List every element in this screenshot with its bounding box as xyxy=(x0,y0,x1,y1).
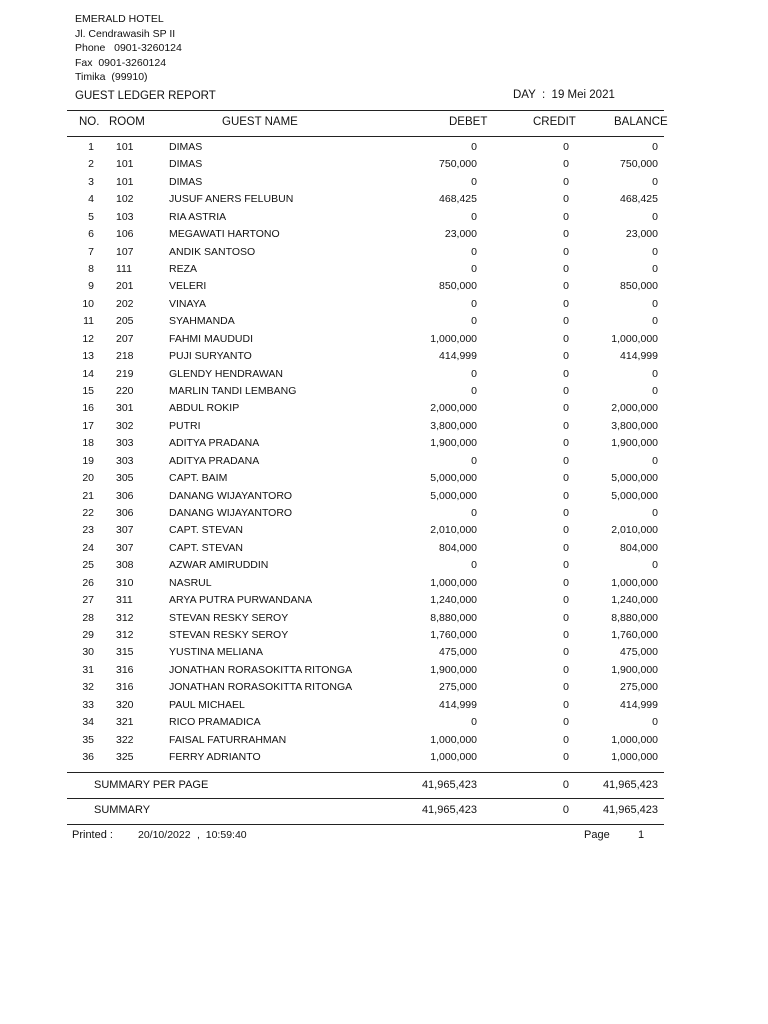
table-row xyxy=(0,437,768,454)
row-room: 307 xyxy=(116,524,134,537)
row-guest-name: CAPT. STEVAN xyxy=(169,541,243,554)
row-credit: 0 xyxy=(563,297,569,310)
table-row xyxy=(0,559,768,576)
table-row xyxy=(0,594,768,611)
row-room: 307 xyxy=(116,541,134,554)
row-no: 17 xyxy=(82,419,94,432)
row-no: 29 xyxy=(82,629,94,642)
table-row xyxy=(0,420,768,437)
table-row xyxy=(0,577,768,594)
row-guest-name: PUTRI xyxy=(169,419,201,432)
row-debet: 275,000 xyxy=(439,681,477,694)
row-credit: 0 xyxy=(563,245,569,258)
row-credit: 0 xyxy=(563,454,569,467)
row-debet: 468,425 xyxy=(439,193,477,206)
row-debet: 5,000,000 xyxy=(430,472,477,485)
row-credit: 0 xyxy=(563,489,569,502)
row-room: 201 xyxy=(116,280,134,293)
summary-debet: 41,965,423 xyxy=(421,804,477,816)
row-debet: 0 xyxy=(471,210,477,223)
row-no: 13 xyxy=(82,350,94,363)
table-row xyxy=(0,542,768,559)
hotel-address: Jl. Cendrawasih SP II xyxy=(75,27,176,40)
row-credit: 0 xyxy=(563,437,569,450)
row-balance: 414,999 xyxy=(620,698,658,711)
row-room: 202 xyxy=(116,297,134,310)
row-debet: 0 xyxy=(471,245,477,258)
row-balance: 1,000,000 xyxy=(611,332,658,345)
table-row xyxy=(0,629,768,646)
row-room: 101 xyxy=(116,141,134,153)
row-debet: 475,000 xyxy=(439,646,477,659)
divider-header xyxy=(67,136,664,137)
row-room: 107 xyxy=(116,245,134,258)
row-credit: 0 xyxy=(563,385,569,398)
row-no: 22 xyxy=(82,507,94,520)
row-guest-name: JUSUF ANERS FELUBUN xyxy=(169,193,294,206)
table-row xyxy=(0,507,768,524)
row-balance: 1,000,000 xyxy=(611,751,658,764)
row-debet: 23,000 xyxy=(444,228,477,241)
row-room: 325 xyxy=(116,751,134,764)
table-row xyxy=(0,716,768,733)
row-guest-name: VELERI xyxy=(169,280,207,293)
table-row xyxy=(0,298,768,315)
row-no: 30 xyxy=(82,646,94,659)
row-guest-name: DANANG WIJAYANTORO xyxy=(169,507,293,520)
page-number: 1 xyxy=(638,829,645,841)
row-room: 312 xyxy=(116,629,134,642)
row-no: 36 xyxy=(82,751,94,764)
row-room: 303 xyxy=(116,437,134,450)
row-room: 308 xyxy=(116,559,134,572)
row-guest-name: PUJI SURYANTO xyxy=(169,350,252,363)
row-no: 35 xyxy=(82,733,94,746)
summary-per-page-label: SUMMARY PER PAGE xyxy=(94,779,209,791)
row-guest-name: ANDIK SANTOSO xyxy=(169,245,256,258)
row-no: 15 xyxy=(82,385,94,398)
row-guest-name: GLENDY HENDRAWAN xyxy=(169,367,283,380)
row-balance: 5,000,000 xyxy=(611,472,658,485)
table-row xyxy=(0,158,768,175)
col-header-debet: DEBET xyxy=(449,116,488,128)
row-room: 205 xyxy=(116,315,134,328)
hotel-name: EMERALD HOTEL xyxy=(75,13,164,25)
row-no: 10 xyxy=(82,297,94,310)
row-no: 6 xyxy=(88,228,94,241)
row-guest-name: ARYA PUTRA PURWANDANA xyxy=(169,594,313,607)
row-guest-name: STEVAN RESKY SEROY xyxy=(169,611,289,624)
col-header-no: NO. xyxy=(79,116,100,128)
summary-per-page-debet: 41,965,423 xyxy=(421,779,477,791)
col-header-balance: BALANCE xyxy=(614,116,668,128)
row-room: 303 xyxy=(116,454,134,467)
row-credit: 0 xyxy=(563,263,569,275)
row-no: 33 xyxy=(82,698,94,711)
row-credit: 0 xyxy=(563,751,569,764)
row-no: 25 xyxy=(82,559,94,572)
table-row xyxy=(0,681,768,698)
row-balance: 468,425 xyxy=(620,193,658,206)
row-balance: 0 xyxy=(652,367,658,380)
row-no: 8 xyxy=(88,263,94,275)
row-guest-name: ADITYA PRADANA xyxy=(169,437,260,450)
table-row xyxy=(0,646,768,663)
table-row xyxy=(0,315,768,332)
row-balance: 1,900,000 xyxy=(611,663,658,676)
row-credit: 0 xyxy=(563,716,569,729)
row-balance: 5,000,000 xyxy=(611,489,658,502)
table-row xyxy=(0,664,768,681)
row-credit: 0 xyxy=(563,315,569,328)
row-room: 219 xyxy=(116,367,134,380)
row-room: 207 xyxy=(116,332,134,345)
table-row xyxy=(0,280,768,297)
row-debet: 0 xyxy=(471,454,477,467)
divider-top xyxy=(67,110,664,111)
row-debet: 1,240,000 xyxy=(430,594,477,607)
row-no: 31 xyxy=(82,663,94,676)
row-balance: 850,000 xyxy=(620,280,658,293)
row-debet: 1,000,000 xyxy=(430,332,477,345)
row-guest-name: PAUL MICHAEL xyxy=(169,698,245,711)
row-guest-name: SYAHMANDA xyxy=(169,315,235,328)
row-guest-name: ADITYA PRADANA xyxy=(169,454,260,467)
table-row xyxy=(0,193,768,210)
row-balance: 0 xyxy=(652,297,658,310)
row-room: 312 xyxy=(116,611,134,624)
row-credit: 0 xyxy=(563,228,569,241)
row-credit: 0 xyxy=(563,158,569,171)
row-no: 16 xyxy=(82,402,94,415)
row-guest-name: YUSTINA MELIANA xyxy=(169,646,263,659)
table-row xyxy=(0,455,768,472)
row-no: 7 xyxy=(88,245,94,258)
row-credit: 0 xyxy=(563,646,569,659)
row-debet: 2,010,000 xyxy=(430,524,477,537)
row-credit: 0 xyxy=(563,733,569,746)
row-debet: 3,800,000 xyxy=(430,419,477,432)
row-debet: 5,000,000 xyxy=(430,489,477,502)
row-debet: 2,000,000 xyxy=(430,402,477,415)
row-guest-name: RIA ASTRIA xyxy=(169,210,227,223)
row-no: 32 xyxy=(82,681,94,694)
row-credit: 0 xyxy=(563,611,569,624)
table-row xyxy=(0,472,768,489)
row-room: 302 xyxy=(116,419,134,432)
row-room: 315 xyxy=(116,646,134,659)
row-debet: 750,000 xyxy=(439,158,477,171)
row-credit: 0 xyxy=(563,350,569,363)
row-guest-name: MEGAWATI HARTONO xyxy=(169,228,280,241)
row-balance: 0 xyxy=(652,141,658,153)
row-credit: 0 xyxy=(563,559,569,572)
row-debet: 1,900,000 xyxy=(430,437,477,450)
row-room: 103 xyxy=(116,210,134,223)
table-row xyxy=(0,490,768,507)
row-credit: 0 xyxy=(563,210,569,223)
table-row xyxy=(0,612,768,629)
row-no: 26 xyxy=(82,576,94,589)
row-debet: 0 xyxy=(471,385,477,398)
row-room: 106 xyxy=(116,228,134,241)
row-balance: 750,000 xyxy=(620,158,658,171)
row-room: 301 xyxy=(116,402,134,415)
divider-rows-end xyxy=(67,772,664,773)
table-row xyxy=(0,228,768,245)
summary-label: SUMMARY xyxy=(94,804,151,816)
row-guest-name: FAISAL FATURRAHMAN xyxy=(169,733,287,746)
row-no: 5 xyxy=(88,210,94,223)
table-row xyxy=(0,699,768,716)
table-row xyxy=(0,751,768,768)
row-no: 11 xyxy=(83,315,94,328)
row-balance: 0 xyxy=(652,263,658,275)
row-debet: 0 xyxy=(471,175,477,188)
row-no: 27 xyxy=(82,594,94,607)
row-guest-name: DIMAS xyxy=(169,158,203,171)
row-room: 305 xyxy=(116,472,134,485)
col-header-guest-name: GUEST NAME xyxy=(222,116,298,128)
row-guest-name: NASRUL xyxy=(169,576,212,589)
row-no: 19 xyxy=(82,454,94,467)
row-balance: 1,760,000 xyxy=(611,629,658,642)
table-row xyxy=(0,734,768,751)
row-balance: 3,800,000 xyxy=(611,419,658,432)
row-balance: 1,240,000 xyxy=(611,594,658,607)
row-room: 316 xyxy=(116,681,134,694)
row-guest-name: FERRY ADRIANTO xyxy=(169,751,261,764)
row-debet: 414,999 xyxy=(439,350,477,363)
table-row xyxy=(0,333,768,350)
table-row xyxy=(0,524,768,541)
row-credit: 0 xyxy=(563,280,569,293)
row-balance: 2,000,000 xyxy=(611,402,658,415)
row-debet: 1,000,000 xyxy=(430,576,477,589)
report-title: GUEST LEDGER REPORT xyxy=(75,90,216,102)
row-balance: 475,000 xyxy=(620,646,658,659)
row-guest-name: CAPT. STEVAN xyxy=(169,524,243,537)
row-debet: 0 xyxy=(471,367,477,380)
row-debet: 8,880,000 xyxy=(430,611,477,624)
summary-balance: 41,965,423 xyxy=(602,804,658,816)
row-room: 306 xyxy=(116,489,134,502)
row-guest-name: DANANG WIJAYANTORO xyxy=(169,489,293,502)
table-row xyxy=(0,385,768,402)
row-debet: 804,000 xyxy=(439,541,477,554)
row-guest-name: DIMAS xyxy=(169,141,203,153)
row-credit: 0 xyxy=(563,419,569,432)
row-guest-name: ABDUL ROKIP xyxy=(169,402,240,415)
row-credit: 0 xyxy=(563,681,569,694)
col-header-room: ROOM xyxy=(109,116,145,128)
row-credit: 0 xyxy=(563,175,569,188)
row-debet: 1,000,000 xyxy=(430,733,477,746)
row-no: 18 xyxy=(82,437,94,450)
row-balance: 804,000 xyxy=(620,541,658,554)
row-balance: 0 xyxy=(652,385,658,398)
page-label: Page xyxy=(584,829,610,841)
row-room: 218 xyxy=(116,350,134,363)
row-no: 1 xyxy=(88,141,94,153)
row-no: 12 xyxy=(82,332,94,345)
divider-summary xyxy=(67,798,664,799)
row-debet: 0 xyxy=(471,141,477,153)
row-guest-name: FAHMI MAUDUDI xyxy=(169,332,253,345)
row-credit: 0 xyxy=(563,524,569,537)
printed-label: Printed : xyxy=(72,829,113,841)
row-credit: 0 xyxy=(563,472,569,485)
row-room: 310 xyxy=(116,576,134,589)
row-no: 9 xyxy=(88,280,94,293)
row-no: 21 xyxy=(82,489,94,502)
row-balance: 0 xyxy=(652,507,658,520)
row-debet: 0 xyxy=(471,297,477,310)
table-row xyxy=(0,246,768,263)
table-row xyxy=(0,176,768,193)
row-balance: 0 xyxy=(652,210,658,223)
row-room: 322 xyxy=(116,733,134,746)
row-balance: 1,000,000 xyxy=(611,733,658,746)
row-guest-name: JONATHAN RORASOKITTA RITONGA xyxy=(169,663,353,676)
row-balance: 414,999 xyxy=(620,350,658,363)
row-balance: 0 xyxy=(652,245,658,258)
row-balance: 1,900,000 xyxy=(611,437,658,450)
divider-bottom xyxy=(67,824,664,825)
row-no: 23 xyxy=(82,524,94,537)
summary-credit: 0 xyxy=(562,804,569,816)
row-guest-name: STEVAN RESKY SEROY xyxy=(169,629,289,642)
row-guest-name: AZWAR AMIRUDDIN xyxy=(169,559,269,572)
row-balance: 0 xyxy=(652,559,658,572)
row-room: 111 xyxy=(116,263,132,275)
row-guest-name: DIMAS xyxy=(169,175,203,188)
table-row xyxy=(0,402,768,419)
col-header-credit: CREDIT xyxy=(533,116,576,128)
row-balance: 1,000,000 xyxy=(611,576,658,589)
row-room: 101 xyxy=(116,175,134,188)
row-balance: 8,880,000 xyxy=(611,611,658,624)
row-credit: 0 xyxy=(563,541,569,554)
row-credit: 0 xyxy=(563,663,569,676)
row-no: 2 xyxy=(88,158,94,171)
row-credit: 0 xyxy=(563,193,569,206)
row-credit: 0 xyxy=(563,367,569,380)
row-room: 306 xyxy=(116,507,134,520)
row-room: 311 xyxy=(116,594,133,607)
hotel-city: Timika (99910) xyxy=(75,71,148,84)
row-guest-name: MARLIN TANDI LEMBANG xyxy=(169,385,297,398)
row-balance: 0 xyxy=(652,315,658,328)
row-no: 20 xyxy=(82,472,94,485)
row-credit: 0 xyxy=(563,507,569,520)
row-no: 24 xyxy=(82,541,94,554)
row-debet: 414,999 xyxy=(439,698,477,711)
row-balance: 275,000 xyxy=(620,681,658,694)
row-room: 321 xyxy=(116,716,134,729)
row-room: 316 xyxy=(116,663,134,676)
row-debet: 0 xyxy=(471,315,477,328)
row-balance: 2,010,000 xyxy=(611,524,658,537)
hotel-fax: Fax 0901-3260124 xyxy=(75,56,167,69)
row-credit: 0 xyxy=(563,576,569,589)
row-room: 220 xyxy=(116,385,134,398)
row-debet: 1,760,000 xyxy=(430,629,477,642)
row-credit: 0 xyxy=(563,698,569,711)
row-no: 14 xyxy=(82,367,94,380)
summary-per-page-balance: 41,965,423 xyxy=(602,779,658,791)
table-row xyxy=(0,141,768,158)
printed-date: 20/10/2022 xyxy=(138,829,191,841)
row-credit: 0 xyxy=(563,141,569,153)
row-balance: 0 xyxy=(652,716,658,729)
row-no: 3 xyxy=(88,175,94,188)
row-credit: 0 xyxy=(563,594,569,607)
table-row xyxy=(0,211,768,228)
row-guest-name: REZA xyxy=(169,263,198,275)
table-row xyxy=(0,263,768,280)
row-balance: 0 xyxy=(652,175,658,188)
row-guest-name: JONATHAN RORASOKITTA RITONGA xyxy=(169,681,353,694)
hotel-header xyxy=(75,12,182,85)
row-credit: 0 xyxy=(563,402,569,415)
row-debet: 1,000,000 xyxy=(430,751,477,764)
row-debet: 1,900,000 xyxy=(430,663,477,676)
row-debet: 850,000 xyxy=(439,280,477,293)
row-balance: 0 xyxy=(652,454,658,467)
row-room: 102 xyxy=(116,193,134,206)
printed-time: , 10:59:40 xyxy=(197,829,247,841)
row-debet: 0 xyxy=(471,263,477,275)
row-room: 101 xyxy=(116,158,134,171)
row-credit: 0 xyxy=(563,332,569,345)
row-guest-name: RICO PRAMADICA xyxy=(169,716,261,729)
report-day: DAY : 19 Mei 2021 xyxy=(513,89,615,101)
row-debet: 0 xyxy=(471,559,477,572)
hotel-phone: Phone 0901-3260124 xyxy=(75,42,182,55)
table-row xyxy=(0,368,768,385)
row-no: 34 xyxy=(82,716,94,729)
row-debet: 0 xyxy=(471,507,477,520)
row-guest-name: VINAYA xyxy=(169,297,206,310)
row-credit: 0 xyxy=(563,629,569,642)
summary-per-page-credit: 0 xyxy=(562,779,569,791)
row-balance: 23,000 xyxy=(625,228,658,241)
table-row xyxy=(0,350,768,367)
row-room: 320 xyxy=(116,698,134,711)
row-no: 4 xyxy=(88,193,94,206)
row-guest-name: CAPT. BAIM xyxy=(169,472,228,485)
row-no: 28 xyxy=(82,611,94,624)
row-debet: 0 xyxy=(471,716,477,729)
